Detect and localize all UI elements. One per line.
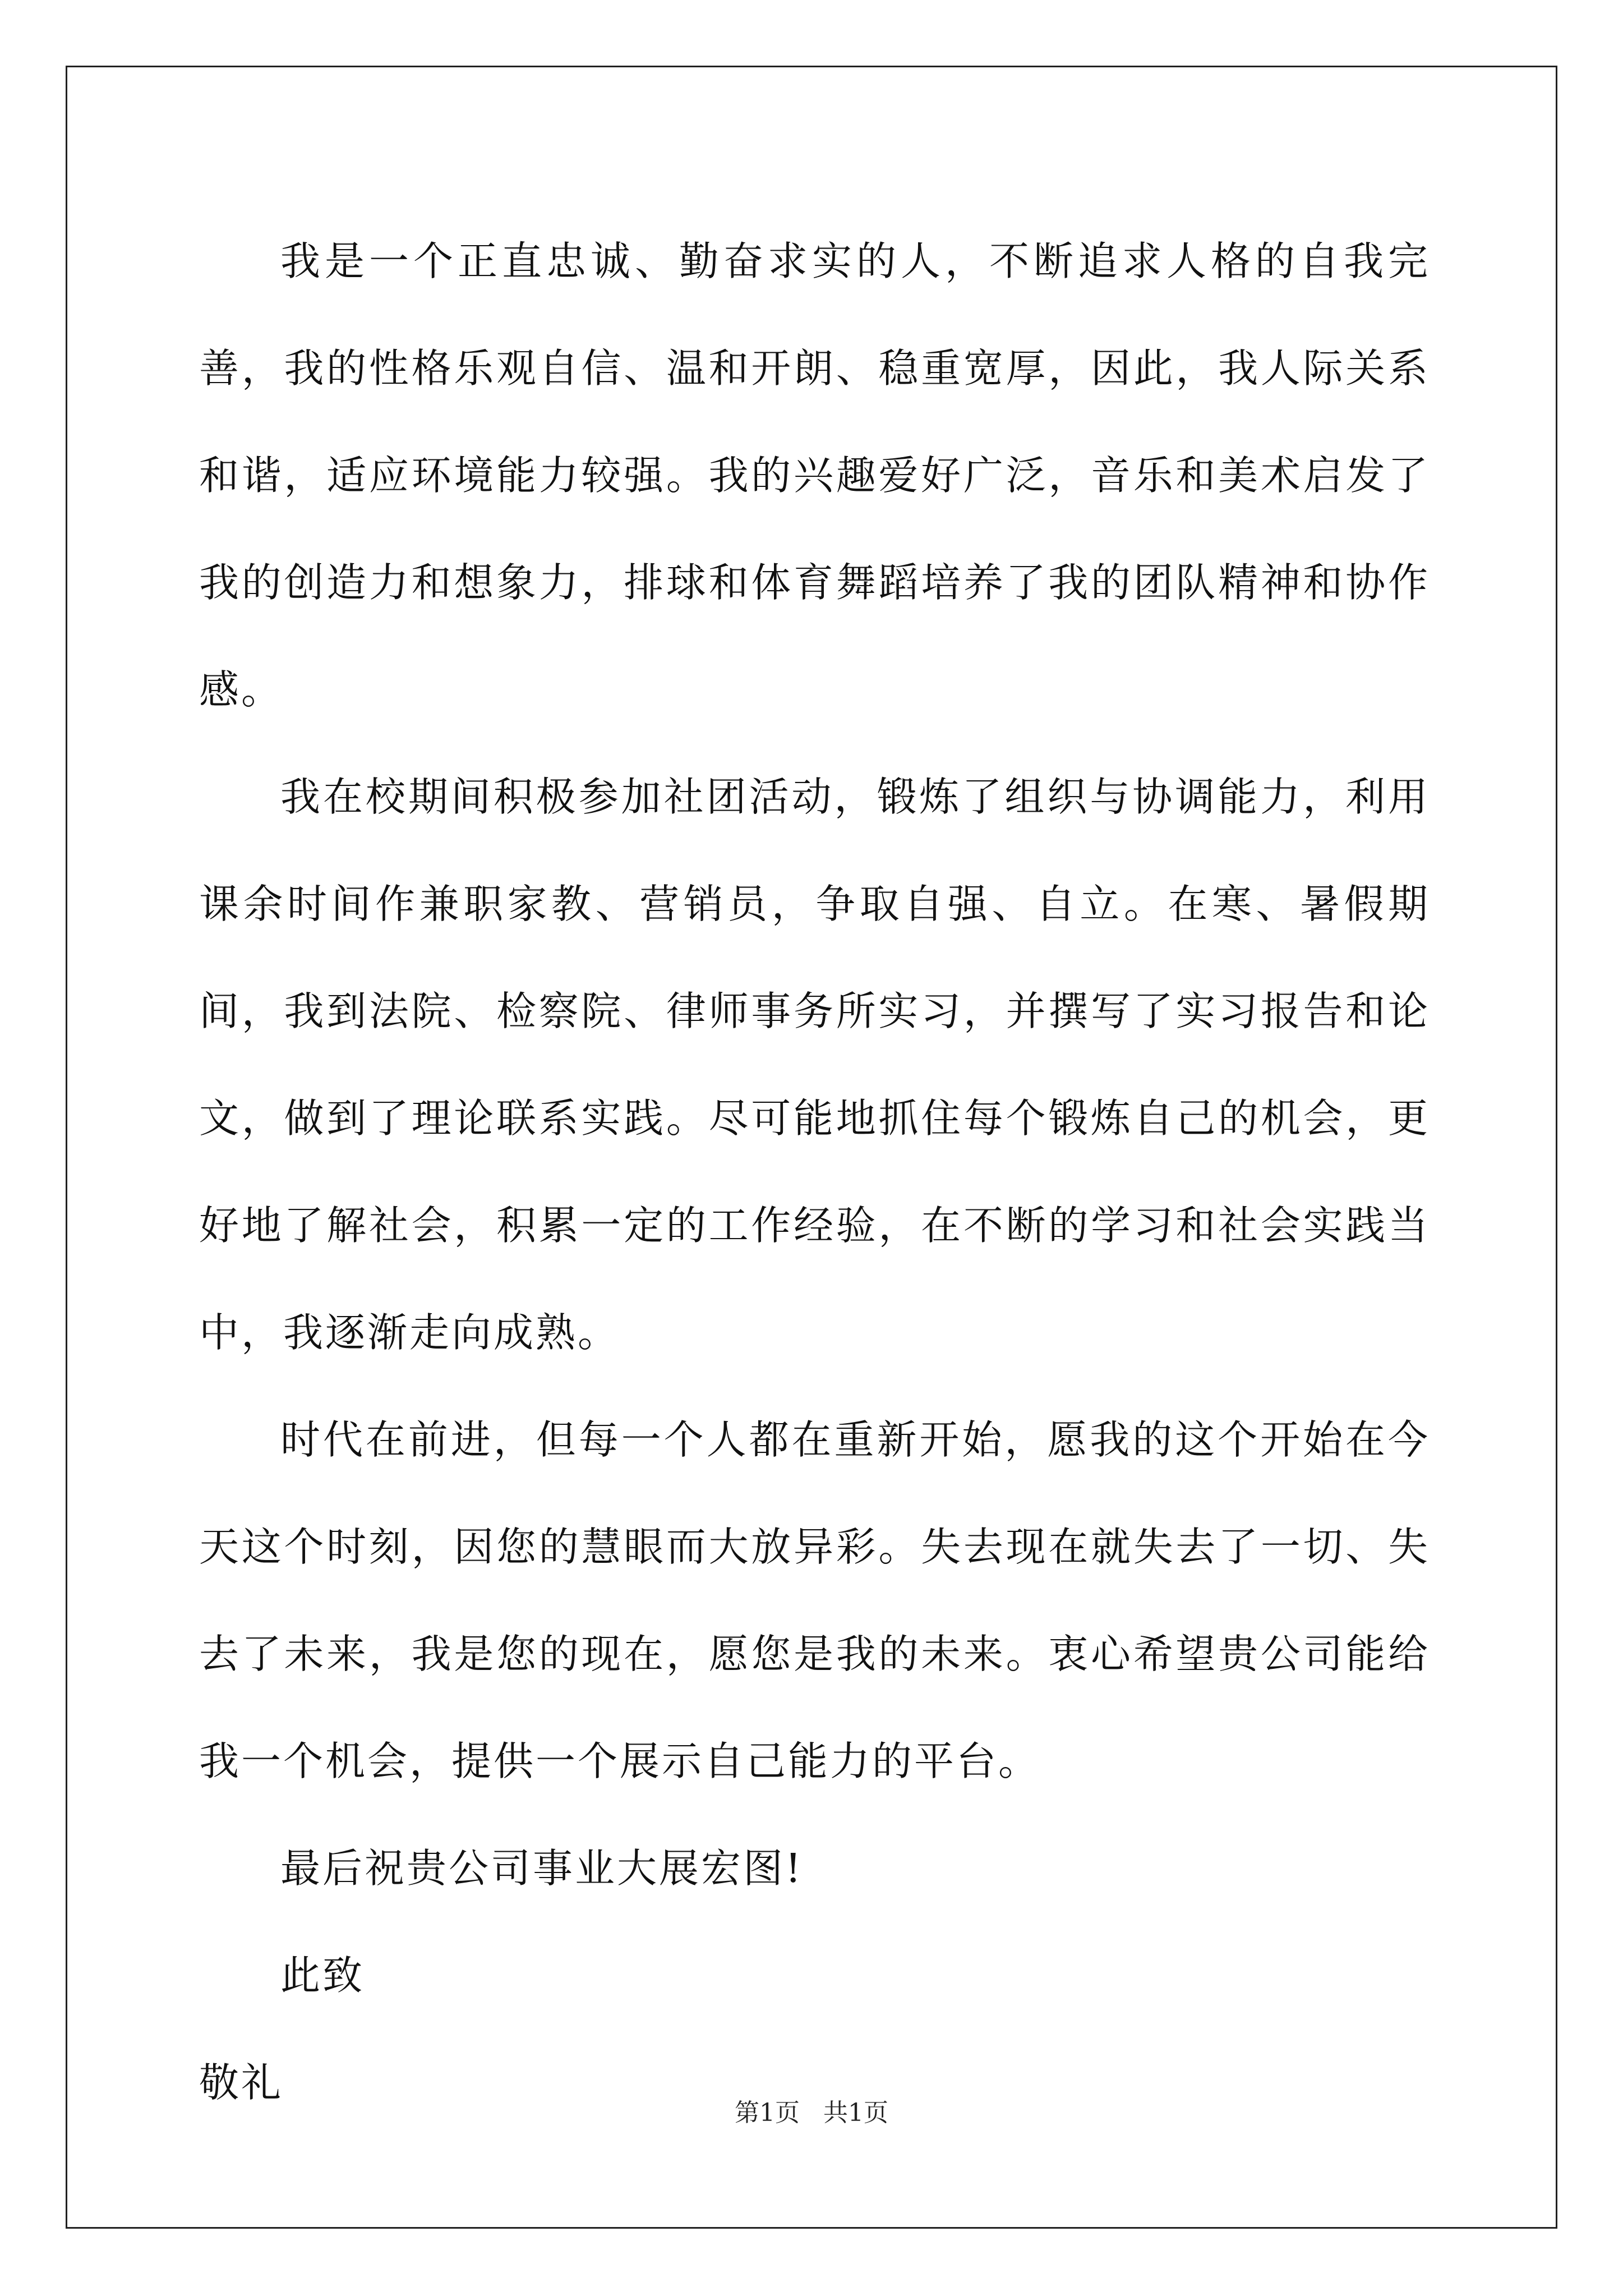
page-number-footer: 第1页 共1页	[735, 2099, 888, 2127]
paragraph-self-introduction: 我是一个正直忠诚、勤奋求实的人，不断追求人格的自我完善，我的性格乐观自信、温和开朗、稳重宽厚，因此，我人际关系和谐，适应环境能力较强。我的兴趣爱好广泛，音乐和美术启发了我的创造力和想象力，排球和体育舞蹈培养了我的团队精神和协作感。	[199, 238, 1430, 713]
paragraph-aspiration: 时代在前进，但每一个人都在重新开始，愿我的这个开始在今天这个时刻，因您的慧眼而大放异彩。失去现在就失去了一切、失去了未来，我是您的现在，愿您是我的未来。衷心希望贵公司能给我一个机会，提供一个展示自己能力的平台。	[199, 1416, 1430, 1784]
closing-phrase: 此致	[280, 1952, 365, 1999]
paragraph-school-experience: 我在校期间积极参加社团活动，锻炼了组织与协调能力，利用课余时间作兼职家教、营销员，争取自强、自立。在寒、暑假期间，我到法院、检察院、律师事务所实习，并撰写了实习报告和论文，做到了理论联系实践。尽可能地抓住每个锻炼自己的机会，更好地了解社会，积累一定的工作经验，在不断的学习和社会实践当中，我逐渐走向成熟。	[199, 774, 1430, 1356]
letter-body	[199, 208, 1430, 2136]
salutation: 敬礼	[199, 2059, 284, 2106]
paragraph-best-wishes: 最后祝贵公司事业大展宏图!	[280, 1845, 804, 1892]
